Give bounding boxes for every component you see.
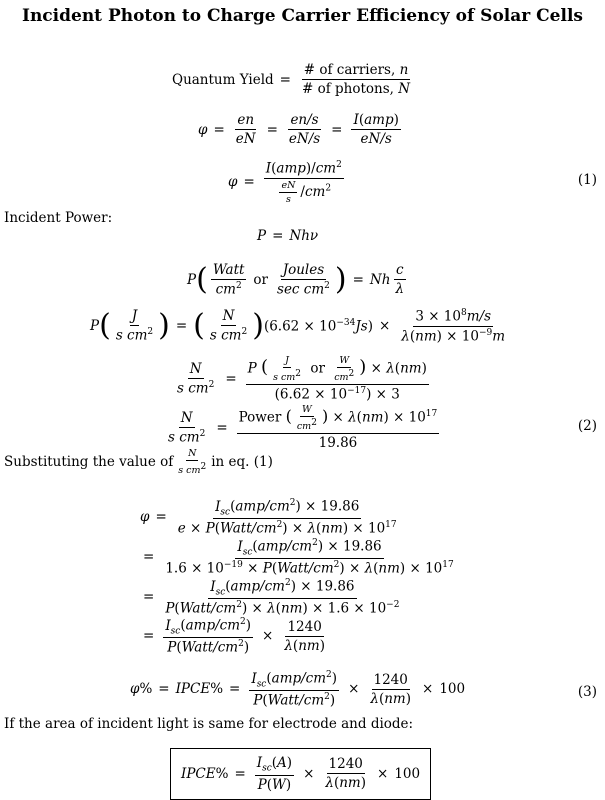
photon-flux-equation: $\frac{N}{s cm^2}$ = P ( $\frac{J}{s cm^2}$ or $\frac{W}{cm^2}$ ) × λ(nm) $(6.62 \times 10^{-17}) \times 3$	[177, 355, 427, 403]
phi-substituted-4: = $\frac{I_{sc}(amp/cm^2)}{P(Watt/cm^2)}$ × $\frac{1240}{\lambda(nm)}$	[143, 617, 325, 656]
phi-equation-1: φ = $I(amp)/cm^2$ $\frac{eN}{s}$ $/cm^2$	[228, 160, 342, 205]
phi-substituted-2: = $\frac{I_{sc}(amp/cm^2) \times 19.86}{1.6 \times 10^{-19} \times P(Watt/cm^2) \times \lambda(nm) \times 10^{17}}$	[143, 538, 454, 577]
phi-substituted-3: = $\frac{I_{sc}(amp/cm^2) \times 19.86}{P(Watt/cm^2) \times \lambda(nm) \times 1.6 \times 10^{-2}}$	[143, 578, 400, 617]
substituting-pre: Substituting the value of	[4, 454, 174, 471]
ipce-equation-3: φ % = IPCE % = $\frac{I_{sc}(amp/cm^2)}{P(Watt/cm^2)}$ × $\frac{1240}{\lambda(nm)}$ × 100	[130, 670, 466, 709]
power-units-equation: P ( $\frac{\text{Watt}}{cm^2}$ or $\frac{\text{Joules}}{\sec cm^2}$ ) = Nh $\frac{c}{\lambda}$	[187, 261, 404, 298]
incident-power-label: Incident Power:	[4, 210, 113, 226]
phi-equation: φ = $\frac{en}{eN}$ = $\frac{en/s}{eN/s}$ = $\frac{\text{I(amp)}}{eN/s}$	[198, 112, 399, 147]
equation-number-3: (3)	[577, 684, 597, 700]
photon-flux-equation-2: $\frac{N}{s cm^2}$ = Power ( $\frac{W}{cm^2}$ ) × $\lambda(nm) \times 10^{17}$ 19.86	[168, 404, 438, 452]
substituting-post: in eq. (1)	[211, 454, 273, 471]
page-title: Incident Photon to Charge Carrier Efficiency of Solar Cells	[22, 6, 583, 26]
power-expanded-equation: P ( $\frac{J}{s cm^2}$ ) = ( $\frac{N}{s cm^2}$ ) $(6.62 \times 10^{-34}Js)$ × $\frac{3 \times 10^8m/s}{\lambda(nm) \times 10^{-9}m}$	[90, 308, 506, 344]
equation-number-2: (2)	[577, 418, 597, 434]
ipce-final-boxed-equation: IPCE % = $\frac{I_{sc}(A)}{P(W)}$ × $\frac{1240}{\lambda(nm)}$ × 100	[170, 748, 431, 800]
power-equation: P = Nhν	[257, 228, 319, 244]
equation-number-1: (1)	[577, 172, 597, 188]
phi-substituted-1: φ = $\frac{I_{sc}(amp/cm^2) \times 19.86}{e \times P(Watt/cm^2) \times \lambda(nm) \times 10^{17}}$	[140, 498, 397, 537]
substituting-line: Substituting the value of $\frac{N}{s cm^2}$ in eq. (1)	[4, 448, 273, 477]
quantum-yield-equation: Quantum Yield = $\frac{\text{\# of carriers, n}}{\text{\# of photons, N}}$	[172, 62, 411, 97]
area-note: If the area of incident light is same for electrode and diode:	[4, 716, 414, 732]
